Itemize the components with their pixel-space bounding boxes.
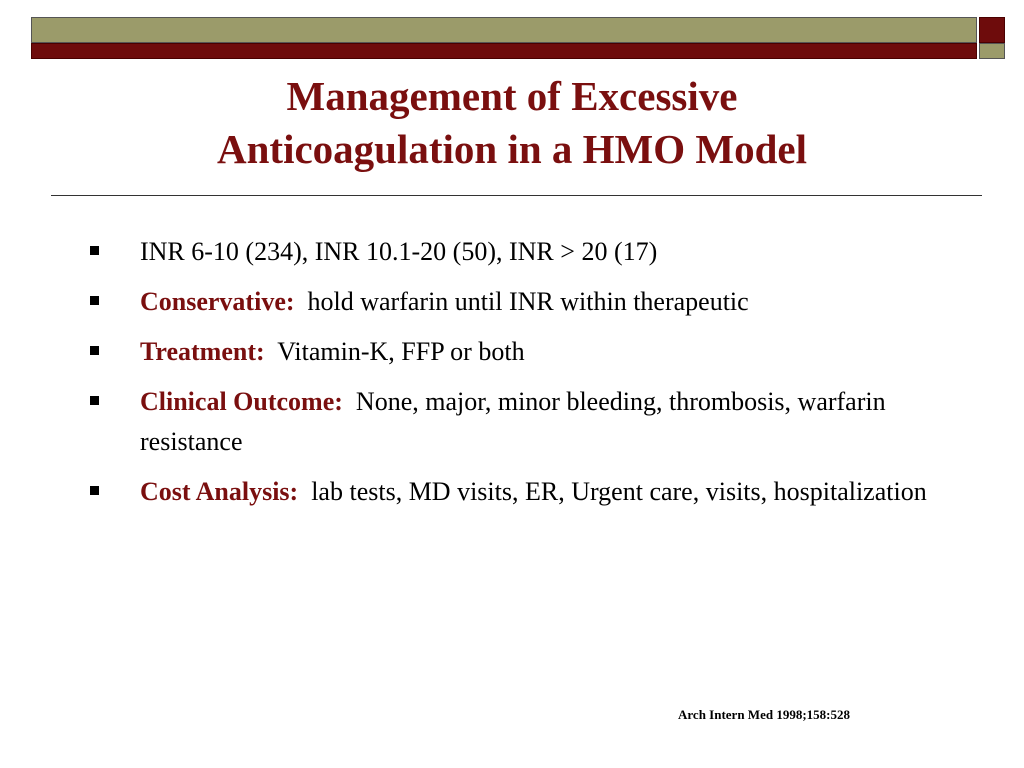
corner-square-bottom xyxy=(979,43,1005,59)
bullet-label: Conservative: xyxy=(140,287,295,316)
bullet-text: hold warfarin until INR within therapeutic xyxy=(307,287,749,316)
bullet-list xyxy=(90,232,970,522)
bullet-text: Vitamin-K, FFP or both xyxy=(277,337,525,366)
bullet-text: None, major, minor bleeding, thrombosis, warfarin resistance xyxy=(140,387,886,456)
bullet-label: Clinical Outcome: xyxy=(140,387,343,416)
square-bullet-icon xyxy=(90,486,99,495)
slide-title xyxy=(60,70,964,176)
bullet-item-inr xyxy=(90,232,970,272)
bullet-item-clinical-outcome xyxy=(90,382,970,462)
bullet-text: lab tests, MD visits, ER, Urgent care, visits, hospitalization xyxy=(311,477,927,506)
citation: Arch Intern Med 1998;158:528 xyxy=(678,707,850,722)
slide-title-line1: Management of Excessive xyxy=(286,73,738,119)
square-bullet-icon xyxy=(90,246,99,255)
top-decorative-band xyxy=(31,17,977,43)
corner-square-top xyxy=(979,17,1005,43)
bullet-item-treatment xyxy=(90,332,970,372)
bullet-text: INR 6-10 (234), INR 10.1-20 (50), INR > 20 (17) xyxy=(140,237,658,266)
bullet-label: Treatment: xyxy=(140,337,265,366)
bullet-label: Cost Analysis: xyxy=(140,477,299,506)
bullet-item-conservative xyxy=(90,282,970,322)
square-bullet-icon xyxy=(90,346,99,355)
slide-title-line2: Anticoagulation in a HMO Model xyxy=(217,126,807,172)
title-divider xyxy=(51,195,982,196)
square-bullet-icon xyxy=(90,396,99,405)
square-bullet-icon xyxy=(90,296,99,305)
top-decorative-band-dark xyxy=(31,43,977,59)
bullet-item-cost-analysis xyxy=(90,472,970,512)
